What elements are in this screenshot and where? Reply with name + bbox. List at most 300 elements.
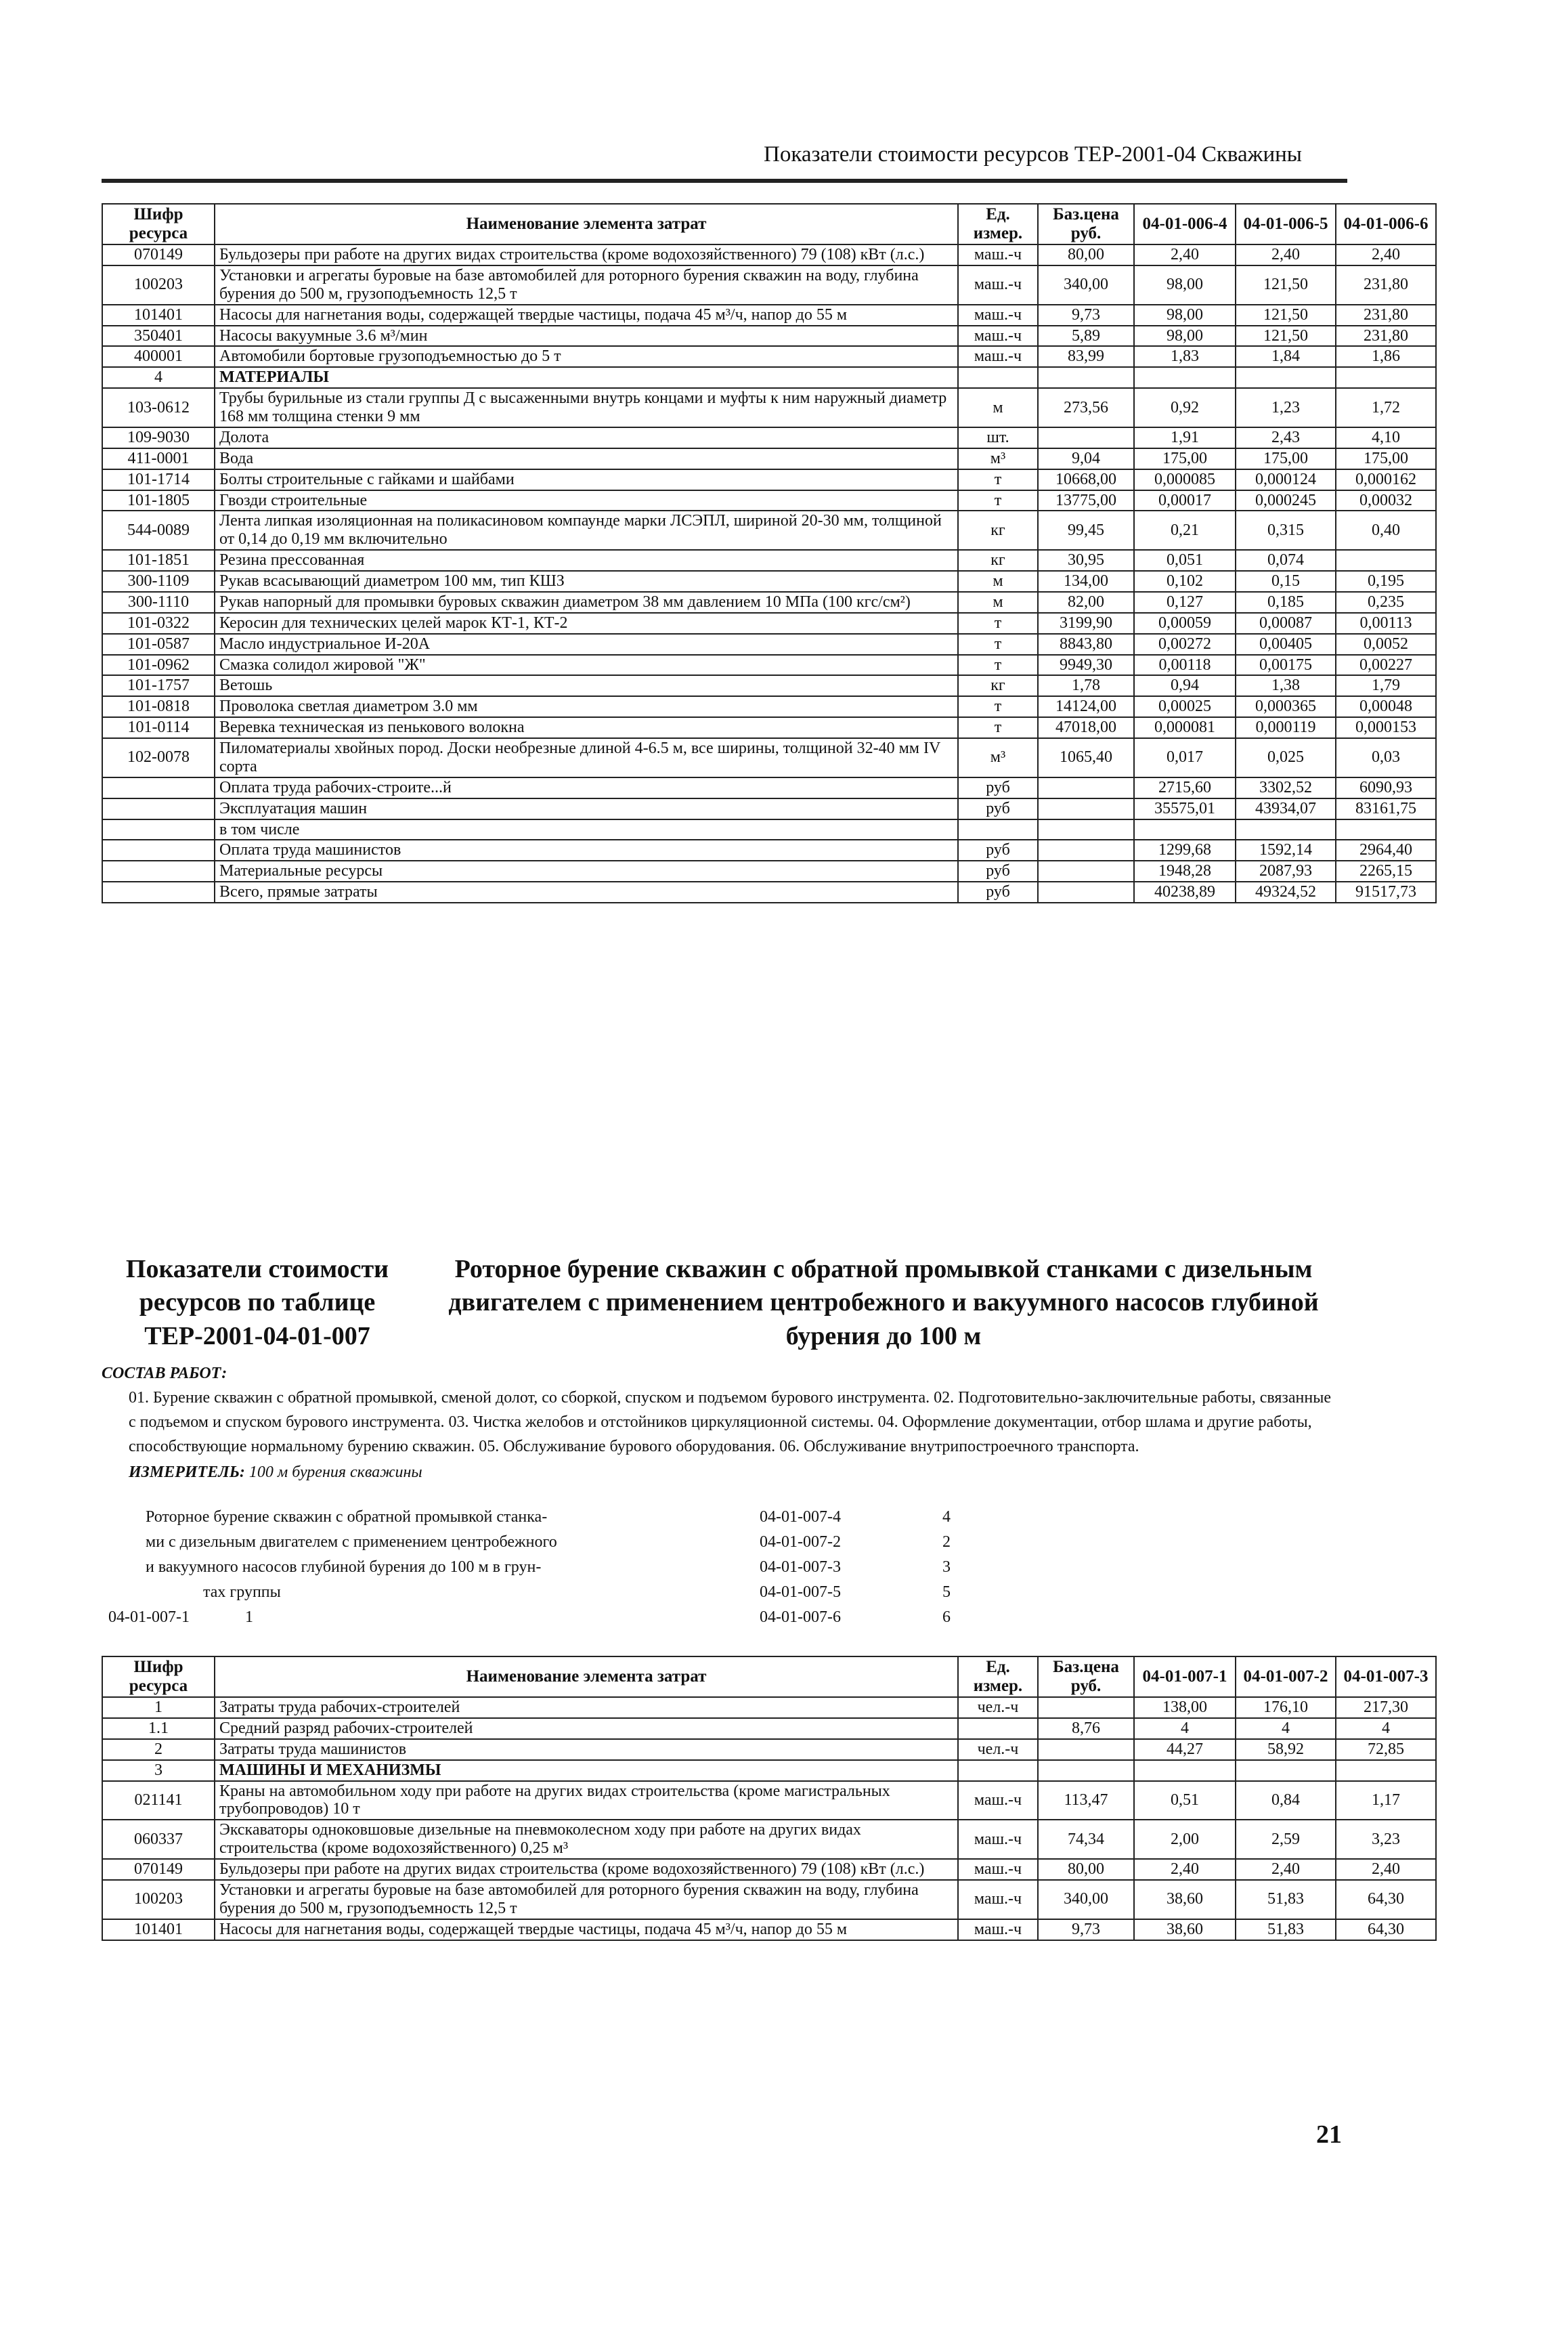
measure-description (146, 1505, 728, 1605)
value-3: 83161,75 (1336, 798, 1436, 819)
table-row (102, 1739, 1436, 1760)
code-value: 04-01-007-3 (760, 1558, 841, 1576)
table-row (102, 819, 1436, 840)
value-1: 40238,89 (1134, 882, 1236, 903)
cost-element-name: Проволока светлая диаметром 3.0 мм (215, 696, 958, 717)
value-3: 4,10 (1336, 427, 1436, 448)
column-header: Ед. измер. (958, 204, 1038, 244)
izmeritel-label: ИЗМЕРИТЕЛЬ: (129, 1463, 245, 1481)
cost-element-name: Насосы вакуумные 3.6 м³/мин (215, 326, 958, 347)
group-value: 2 (942, 1533, 951, 1551)
value-3 (1336, 550, 1436, 571)
table-row (102, 655, 1436, 676)
value-3: 175,00 (1336, 448, 1436, 469)
value-1 (1134, 367, 1236, 388)
column-header: Наименование элемента затрат (215, 1656, 958, 1697)
value-3: 1,79 (1336, 675, 1436, 696)
table-row (102, 777, 1436, 798)
cost-element-name: Керосин для технических целей марок КТ-1, КТ-2 (215, 613, 958, 634)
resource-code: 103-0612 (102, 388, 215, 427)
value-2: 2,43 (1236, 427, 1336, 448)
base-price (1038, 861, 1134, 882)
base-price (1038, 367, 1134, 388)
code-list (760, 1505, 976, 1630)
value-1 (1134, 819, 1236, 840)
cost-element-name: Бульдозеры при работе на других видах строительства (кроме водохозяйственного) 79 (108) кВт (л.с.) (215, 244, 958, 265)
base-price: 1,78 (1038, 675, 1134, 696)
resource-code: 544-0089 (102, 511, 215, 550)
cost-element-name: Средний разряд рабочих-строителей (215, 1718, 958, 1739)
value-2: 0,185 (1236, 592, 1336, 613)
base-price: 9,04 (1038, 448, 1134, 469)
value-2: 2,59 (1236, 1820, 1336, 1859)
base-price: 134,00 (1038, 571, 1134, 592)
table-row (102, 388, 1436, 427)
table-row (102, 675, 1436, 696)
value-3 (1336, 1760, 1436, 1781)
column-header: 04-01-007-2 (1236, 1656, 1336, 1697)
base-price: 8843,80 (1038, 634, 1134, 655)
unit: чел.-ч (958, 1739, 1038, 1760)
section-right-title: Роторное бурение скважин с обратной промывкой станками с дизельным двигателем с применением центробежного и вакуумного насосов глубиной бурения до 100 м (448, 1255, 1319, 1350)
value-1: 98,00 (1134, 265, 1236, 305)
table-row (102, 861, 1436, 882)
unit: маш.-ч (958, 1859, 1038, 1880)
value-3: 0,40 (1336, 511, 1436, 550)
cost-element-name: Установки и агрегаты буровые на базе автомобилей для роторного бурения скважин на воду, глубина бурения до 500 м, грузоподъемность 12,5 т (215, 1880, 958, 1919)
table-row (102, 326, 1436, 347)
value-3: 0,00032 (1336, 490, 1436, 511)
unit: м³ (958, 738, 1038, 777)
value-2: 0,025 (1236, 738, 1336, 777)
code-list-item (760, 1505, 976, 1530)
resource-code: 101-1714 (102, 469, 215, 490)
base-price: 3199,90 (1038, 613, 1134, 634)
value-1: 0,92 (1134, 388, 1236, 427)
unit: т (958, 634, 1038, 655)
cost-element-name: Насосы для нагнетания воды, содержащей твердые частицы, подача 45 м³/ч, напор до 55 м (215, 1919, 958, 1940)
value-2: 0,84 (1236, 1781, 1336, 1820)
value-1: 1948,28 (1134, 861, 1236, 882)
value-3: 217,30 (1336, 1697, 1436, 1718)
cost-element-name: МАТЕРИАЛЫ (215, 367, 958, 388)
column-header: 04-01-007-3 (1336, 1656, 1436, 1697)
value-1: 38,60 (1134, 1880, 1236, 1919)
base-price (1038, 840, 1134, 861)
table-row (102, 490, 1436, 511)
value-3: 1,86 (1336, 346, 1436, 367)
section-left-title: Показатели стоимости ресурсов по таблице ТЕР-2001-04-01-007 (125, 1255, 389, 1350)
cost-element-name: Затраты труда рабочих-строителей (215, 1697, 958, 1718)
table-row (102, 1760, 1436, 1781)
resource-code: 411-0001 (102, 448, 215, 469)
value-2: 1,38 (1236, 675, 1336, 696)
resource-code: 400001 (102, 346, 215, 367)
value-2: 3302,52 (1236, 777, 1336, 798)
sostav-label: СОСТАВ РАБОТ: (102, 1365, 227, 1382)
unit: маш.-ч (958, 1919, 1038, 1940)
base-price: 9,73 (1038, 305, 1134, 326)
value-3: 1,17 (1336, 1781, 1436, 1820)
unit: м³ (958, 448, 1038, 469)
resource-code: 101-0962 (102, 655, 215, 676)
resource-code: 109-9030 (102, 427, 215, 448)
cost-element-name: Рукав напорный для промывки буровых скважин диаметром 38 мм давлением 10 МПа (100 кгс/см²) (215, 592, 958, 613)
resource-code: 300-1109 (102, 571, 215, 592)
resource-code: 3 (102, 1760, 215, 1781)
cost-element-name: Краны на автомобильном ходу при работе на других видах строительства (кроме магистральных трубопроводов) 10 т (215, 1781, 958, 1820)
unit (958, 1760, 1038, 1781)
value-2: 176,10 (1236, 1697, 1336, 1718)
value-3: 0,235 (1336, 592, 1436, 613)
resource-code: 101-1757 (102, 675, 215, 696)
unit: кг (958, 550, 1038, 571)
value-1: 0,127 (1134, 592, 1236, 613)
column-header: 04-01-006-4 (1134, 204, 1236, 244)
group-value: 3 (942, 1558, 951, 1576)
unit: маш.-ч (958, 305, 1038, 326)
column-header: 04-01-006-5 (1236, 204, 1336, 244)
cost-element-name: Бульдозеры при работе на других видах строительства (кроме водохозяйственного) 79 (108) кВт (л.с.) (215, 1859, 958, 1880)
value-1: 0,102 (1134, 571, 1236, 592)
resource-code: 300-1110 (102, 592, 215, 613)
unit: маш.-ч (958, 1880, 1038, 1919)
cost-element-name: Автомобили бортовые грузоподъемностью до 5 т (215, 346, 958, 367)
value-3: 1,72 (1336, 388, 1436, 427)
value-2 (1236, 367, 1336, 388)
table-row (102, 511, 1436, 550)
value-1: 2,40 (1134, 244, 1236, 265)
resource-code: 101-0587 (102, 634, 215, 655)
resource-code: 101-0818 (102, 696, 215, 717)
value-1: 0,000081 (1134, 717, 1236, 738)
value-1 (1134, 1760, 1236, 1781)
value-2: 1592,14 (1236, 840, 1336, 861)
table-row (102, 427, 1436, 448)
table-row (102, 1781, 1436, 1820)
cost-element-name: Затраты труда машинистов (215, 1739, 958, 1760)
base-price (1038, 777, 1134, 798)
cost-element-name: Резина прессованная (215, 550, 958, 571)
unit: шт. (958, 427, 1038, 448)
resource-code (102, 882, 215, 903)
value-3: 72,85 (1336, 1739, 1436, 1760)
table-row (102, 1718, 1436, 1739)
value-2: 2087,93 (1236, 861, 1336, 882)
value-1: 35575,01 (1134, 798, 1236, 819)
column-header: Наименование элемента затрат (215, 204, 958, 244)
value-3: 2,40 (1336, 244, 1436, 265)
value-2 (1236, 819, 1336, 840)
base-price (1038, 798, 1134, 819)
value-2: 0,00175 (1236, 655, 1336, 676)
unit: руб (958, 882, 1038, 903)
value-2: 2,40 (1236, 244, 1336, 265)
value-1: 0,94 (1134, 675, 1236, 696)
sostav-text: 01. Бурение скважин с обратной промывкой, сменой долот, со сборкой, спуском и подъемом бурового инструмента. 02. Подготовительно-заключительные работы, связанные с подъемом и спуском бурового инструмента. 03. Чистка желобов и отстойников циркуляционной системы. 04. Оформление документации, отбор шлама и другие работы, способствующие нормальному бурению скважин. 05. Обслуживание бурового оборудования. 06. Обслуживание внутрипостроечного транспорта. (129, 1389, 1332, 1455)
resource-code: 350401 (102, 326, 215, 347)
unit (958, 1718, 1038, 1739)
table-row (102, 244, 1436, 265)
value-3: 6090,93 (1336, 777, 1436, 798)
base-price (1038, 882, 1134, 903)
table-row (102, 1919, 1436, 1940)
value-3: 0,00227 (1336, 655, 1436, 676)
resource-code: 2 (102, 1739, 215, 1760)
resource-code (102, 798, 215, 819)
resource-code: 101-1805 (102, 490, 215, 511)
base-price: 9,73 (1038, 1919, 1134, 1940)
unit: руб (958, 798, 1038, 819)
table-row (102, 798, 1436, 819)
resource-code: 1 (102, 1697, 215, 1718)
table-row (102, 738, 1436, 777)
value-2: 0,00087 (1236, 613, 1336, 634)
value-3: 64,30 (1336, 1919, 1436, 1940)
value-1: 138,00 (1134, 1697, 1236, 1718)
column-header: 04-01-006-6 (1336, 204, 1436, 244)
value-3: 64,30 (1336, 1880, 1436, 1919)
header-rule (102, 179, 1347, 183)
code-list-item (760, 1580, 976, 1605)
unit (958, 819, 1038, 840)
code-list-item (760, 1605, 976, 1630)
table-row (102, 592, 1436, 613)
cost-element-name: Материальные ресурсы (215, 861, 958, 882)
cost-element-name: Оплата труда машинистов (215, 840, 958, 861)
value-2: 58,92 (1236, 1739, 1336, 1760)
unit: маш.-ч (958, 244, 1038, 265)
unit: руб (958, 861, 1038, 882)
table-row (102, 613, 1436, 634)
resource-code: 070149 (102, 1859, 215, 1880)
base-price: 9949,30 (1038, 655, 1134, 676)
value-1: 0,21 (1134, 511, 1236, 550)
value-1: 0,51 (1134, 1781, 1236, 1820)
table-row (102, 1697, 1436, 1718)
value-2: 0,074 (1236, 550, 1336, 571)
base-price: 82,00 (1038, 592, 1134, 613)
value-3: 0,195 (1336, 571, 1436, 592)
value-3: 231,80 (1336, 326, 1436, 347)
value-3 (1336, 367, 1436, 388)
table-row (102, 1859, 1436, 1880)
cost-element-name: Эксплуатация машин (215, 798, 958, 819)
value-2: 0,000365 (1236, 696, 1336, 717)
unit: т (958, 696, 1038, 717)
base-price: 113,47 (1038, 1781, 1134, 1820)
table-row (102, 634, 1436, 655)
value-3: 2964,40 (1336, 840, 1436, 861)
unit: руб (958, 777, 1038, 798)
code-value: 04-01-007-5 (760, 1583, 841, 1601)
value-1: 2715,60 (1134, 777, 1236, 798)
value-3: 2,40 (1336, 1859, 1436, 1880)
unit: м (958, 571, 1038, 592)
cost-element-name: Оплата труда рабочих-строите...й (215, 777, 958, 798)
cost-element-name: Болты строительные с гайками и шайбами (215, 469, 958, 490)
table-row (102, 346, 1436, 367)
value-3: 91517,73 (1336, 882, 1436, 903)
column-header: Ед. измер. (958, 1656, 1038, 1697)
value-2: 49324,52 (1236, 882, 1336, 903)
base-price: 83,99 (1038, 346, 1134, 367)
value-3: 0,000162 (1336, 469, 1436, 490)
resource-code: 101-1851 (102, 550, 215, 571)
resource-code: 101-0322 (102, 613, 215, 634)
resource-code: 101401 (102, 1919, 215, 1940)
base-price (1038, 819, 1134, 840)
base-price: 8,76 (1038, 1718, 1134, 1739)
value-2: 2,40 (1236, 1859, 1336, 1880)
table-row (102, 265, 1436, 305)
value-2: 0,315 (1236, 511, 1336, 550)
table-row (102, 1820, 1436, 1859)
value-3: 2265,15 (1336, 861, 1436, 882)
value-1: 98,00 (1134, 305, 1236, 326)
value-2: 121,50 (1236, 305, 1336, 326)
base-price: 14124,00 (1038, 696, 1134, 717)
value-1: 44,27 (1134, 1739, 1236, 1760)
value-2: 0,000245 (1236, 490, 1336, 511)
table-row (102, 367, 1436, 388)
unit: т (958, 655, 1038, 676)
desc-line: и вакуумного насосов глубиной бурения до 100 м в грун- (146, 1558, 542, 1576)
page-number: 21 (1316, 2120, 1342, 2149)
base-price: 13775,00 (1038, 490, 1134, 511)
value-2: 4 (1236, 1718, 1336, 1739)
resource-code (102, 840, 215, 861)
table-row (102, 469, 1436, 490)
value-1: 1,83 (1134, 346, 1236, 367)
desc-line: ми с дизельным двигателем с применением центробежного (146, 1533, 557, 1551)
value-3: 0,03 (1336, 738, 1436, 777)
first-code-value: 04-01-007-1 (108, 1608, 190, 1626)
unit: маш.-ч (958, 1820, 1038, 1859)
first-code (108, 1605, 253, 1630)
column-header: Баз.цена руб. (1038, 204, 1134, 244)
table-row (102, 882, 1436, 903)
izmeritel-text: 100 м бурения скважины (248, 1463, 422, 1481)
base-price (1038, 1739, 1134, 1760)
column-header: 04-01-007-1 (1134, 1656, 1236, 1697)
resource-code: 4 (102, 367, 215, 388)
value-2: 0,000119 (1236, 717, 1336, 738)
value-2: 43934,07 (1236, 798, 1336, 819)
group-value: 4 (942, 1508, 951, 1526)
cost-element-name: Рукав всасывающий диаметром 100 мм, тип КШЗ (215, 571, 958, 592)
unit: кг (958, 511, 1038, 550)
table-row (102, 1880, 1436, 1919)
first-group-value: 1 (244, 1608, 253, 1626)
unit: маш.-ч (958, 326, 1038, 347)
value-1: 98,00 (1134, 326, 1236, 347)
value-1: 1299,68 (1134, 840, 1236, 861)
value-1: 0,00017 (1134, 490, 1236, 511)
column-header: Шифр ресурса (102, 1656, 215, 1697)
value-2: 0,15 (1236, 571, 1336, 592)
base-price: 10668,00 (1038, 469, 1134, 490)
base-price (1038, 1697, 1134, 1718)
value-3: 0,00113 (1336, 613, 1436, 634)
base-price: 5,89 (1038, 326, 1134, 347)
unit: чел.-ч (958, 1697, 1038, 1718)
table-row (102, 550, 1436, 571)
unit: т (958, 490, 1038, 511)
value-2: 0,00405 (1236, 634, 1336, 655)
resource-code: 060337 (102, 1820, 215, 1859)
code-value: 04-01-007-6 (760, 1608, 841, 1626)
cost-element-name: Всего, прямые затраты (215, 882, 958, 903)
table-row (102, 571, 1436, 592)
resource-code: 100203 (102, 265, 215, 305)
value-1: 2,40 (1134, 1859, 1236, 1880)
cost-element-name: Смазка солидол жировой "Ж" (215, 655, 958, 676)
value-2 (1236, 1760, 1336, 1781)
base-price: 1065,40 (1038, 738, 1134, 777)
value-3: 231,80 (1336, 265, 1436, 305)
base-price: 74,34 (1038, 1820, 1134, 1859)
value-3: 4 (1336, 1718, 1436, 1739)
table-row (102, 717, 1436, 738)
cost-element-name: Гвозди строительные (215, 490, 958, 511)
value-1: 0,00059 (1134, 613, 1236, 634)
value-2: 1,84 (1236, 346, 1336, 367)
resource-code: 100203 (102, 1880, 215, 1919)
cost-element-name: Экскаваторы одноковшовые дизельные на пневмоколесном ходу при работе на других видах строительства (кроме водохозяйственного) 0,25 м³ (215, 1820, 958, 1859)
group-value: 5 (942, 1583, 951, 1601)
base-price: 99,45 (1038, 511, 1134, 550)
unit: т (958, 717, 1038, 738)
unit: маш.-ч (958, 346, 1038, 367)
value-3: 0,0052 (1336, 634, 1436, 655)
base-price: 273,56 (1038, 388, 1134, 427)
resource-code: 021141 (102, 1781, 215, 1820)
resource-code (102, 777, 215, 798)
value-1: 0,000085 (1134, 469, 1236, 490)
value-2: 121,50 (1236, 265, 1336, 305)
base-price: 340,00 (1038, 1880, 1134, 1919)
unit (958, 367, 1038, 388)
value-2: 0,000124 (1236, 469, 1336, 490)
value-1: 1,91 (1134, 427, 1236, 448)
resource-code (102, 861, 215, 882)
base-price: 30,95 (1038, 550, 1134, 571)
cost-element-name: Масло индустриальное И-20А (215, 634, 958, 655)
cost-element-name: Вода (215, 448, 958, 469)
cost-element-name: Насосы для нагнетания воды, содержащей твердые частицы, подача 45 м³/ч, напор до 55 м (215, 305, 958, 326)
sostav-block (102, 1361, 1341, 1484)
value-2: 51,83 (1236, 1880, 1336, 1919)
unit: кг (958, 675, 1038, 696)
resource-code: 101-0114 (102, 717, 215, 738)
resource-code: 102-0078 (102, 738, 215, 777)
value-2: 1,23 (1236, 388, 1336, 427)
desc-line: тах группы (203, 1583, 281, 1601)
cost-element-name: Лента липкая изоляционная на поликасиновом компаунде марки ЛСЭПЛ, шириной 20-30 мм, толщиной от 0,14 до 0,19 мм включительно (215, 511, 958, 550)
resource-code (102, 819, 215, 840)
value-1: 0,00118 (1134, 655, 1236, 676)
unit: маш.-ч (958, 265, 1038, 305)
resource-code: 070149 (102, 244, 215, 265)
base-price (1038, 1760, 1134, 1781)
value-1: 0,00025 (1134, 696, 1236, 717)
value-1: 4 (1134, 1718, 1236, 1739)
cost-element-name: Пиломатериалы хвойных пород. Доски необрезные длиной 4-6.5 м, все ширины, толщиной 32-40 мм IV сорта (215, 738, 958, 777)
code-list-item (760, 1555, 976, 1580)
column-header: Шифр ресурса (102, 204, 215, 244)
value-3 (1336, 819, 1436, 840)
